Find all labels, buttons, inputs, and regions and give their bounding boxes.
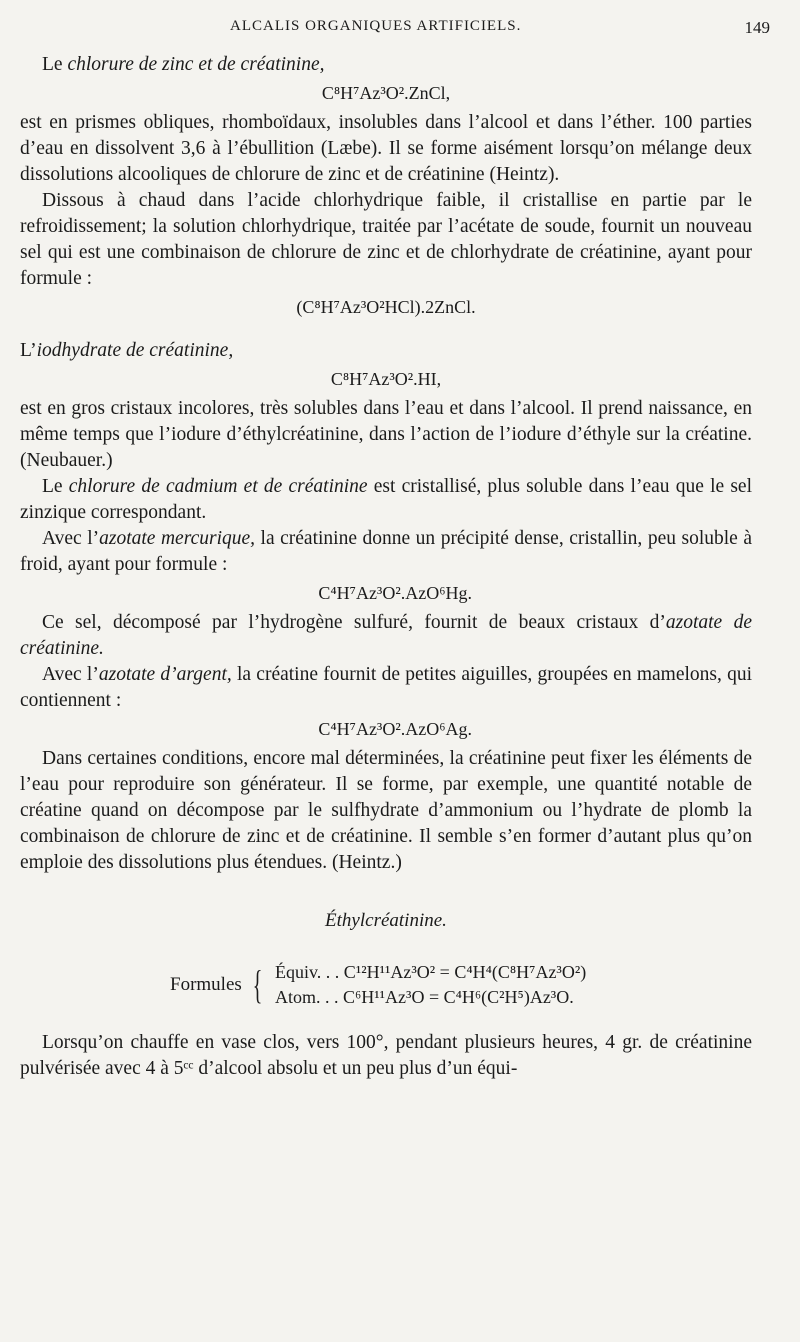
formula-mercuric: C⁴H⁷Az³O².AzO⁶Hg. [318,583,472,603]
body-text [20,52,752,1082]
paragraph-zinc-chloride: est en prismes obliques, rhomboïdaux, insolubles dans l’alcool et dans l’éther. 100 parties d’eau en dissolvent 3,6 à l’ébullition (Læbe). Il se forme aisément lorsqu’on mélange deux dissolutions alcooliques de chlorure de zinc et de créatinine (Heintz). [20,112,752,185]
paragraph-cadmium: Le chlorure de cadmium et de créatinine est cristallisé, plus soluble dans l’eau que le sel zinzique correspondant. [20,476,752,523]
formulas-rows [275,960,586,1010]
formula-atom: Atom. . . C⁶H¹¹Az³O = C⁴H⁶(C²H⁵)Az³O. [274,987,574,1007]
compound-name: chlorure de cadmium et de créatinine [68,476,368,497]
paragraph-ethylcreatinine: Lorsqu’on chauffe en vase clos, vers 100°, pendant plusieurs heures, 4 gr. de créatinine pulvérisée avec 4 à 5ᶜᶜ d’alcool absolu et un peu plus d’un équi- [20,1032,752,1079]
formulas-label: Formules [170,974,242,995]
formulas-table [170,960,752,1010]
page-number: 149 [744,18,770,37]
compound-name: azotate mercurique, [99,528,256,549]
brace-icon: { [252,962,263,1007]
compound-name: iodhydrate de créatinine, [36,340,234,361]
paragraph-mercuric: Avec l’azotate mercurique, la créatinine donne un précipité dense, cristallin, peu soluble à froid, ayant pour formule : [20,528,752,575]
paragraph-iodhydrate: est en gros cristaux incolores, très solubles dans l’eau et dans l’alcool. Il prend naissance, en même temps que l’iodure d’éthylcréatinine, dans l’action de l’iodure d’éthyle sur la créatine. (Neubauer.) [20,398,752,471]
formula-zinc-chloride: C⁸H⁷Az³O².ZnCl, [321,83,451,103]
paragraph-silver: Avec l’azotate d’argent, la créatine fournit de petites aiguilles, groupées en mamelons, qui contiennent : [20,664,753,711]
paragraph-conditions: Dans certaines conditions, encore mal déterminées, la créatinine peut fixer les éléments de l’eau pour reproduire son générateur. Il se forme, par exemple, une quantité notable de créatine quand on décompose par le sulfhydrate d’ammonium ou l’hydrate de plomb la combinaison de chlorure de zinc et de créatinine. Il semble s’en former d’autant plus qu’on emploie des dissolutions plus étendues. (Heintz.) [20,748,752,873]
formula-silver: C⁴H⁷Az³O².AzO⁶Ag. [318,719,472,739]
formula-iodhydrate: C⁸H⁷Az³O².HI, [330,369,442,389]
formula-equiv: Équiv. . . C¹²H¹¹Az³O² = C⁴H⁴(C⁸H⁷Az³O²) [274,962,587,982]
paragraph-zinc-chloride-heading: Le chlorure de zinc et de créatinine, [42,54,325,75]
paragraph-hydrogen-sulfide: Ce sel, décomposé par l’hydrogène sulfuré, fournit de beaux cristaux d’azotate de créatinine. [20,612,752,659]
compound-name: azotate de créatinine. [20,612,752,659]
formula-chlorhydrate: (C⁸H⁷Az³O²HCl).2ZnCl. [296,297,476,317]
compound-name: azotate d’argent, [98,664,232,685]
compound-name: chlorure de zinc et de créatinine, [67,54,325,75]
section-title: Éthylcréatinine. [325,910,447,931]
paragraph-chlorhydric: Dissous à chaud dans l’acide chlorhydrique faible, il cristallise en partie par le refroidissement; la solution chlorhydrique, traitée par l’acétate de soude, fournit un nouveau sel qui est une combinaison de chlorure de zinc et de chlorhydrate de créatinine, ayant pour formule : [20,190,752,289]
paragraph-iodhydrate-heading: L’iodhydrate de créatinine, [20,340,234,361]
running-title: ALCALIS ORGANIQUES ARTIFICIELS. [230,18,522,34]
